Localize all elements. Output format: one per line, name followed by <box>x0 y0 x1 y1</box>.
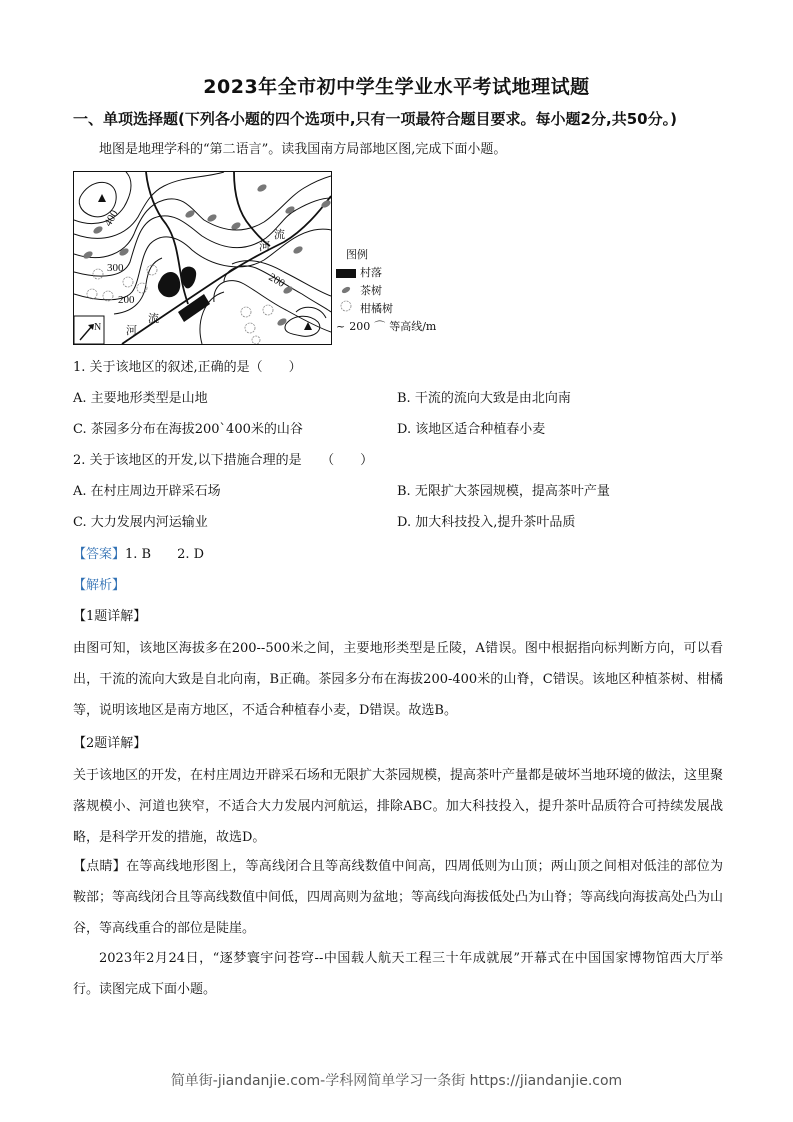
tea-tree-icon <box>336 282 356 300</box>
section-heading: 一、单项选择题(下列各小题的四个选项中,只有一项最符合题目要求。每小题2分,共50分。) <box>73 110 677 128</box>
svg-text:200: 200 <box>266 271 287 290</box>
legend-item-orange: 柑橘树 <box>336 300 436 318</box>
legend-item-village: 村落 <box>336 264 436 282</box>
svg-text:300: 300 <box>107 262 124 274</box>
question-1-option-c[interactable]: C. 茶园多分布在海拔200`400米的山谷 <box>73 422 303 437</box>
question-1-stem: 1. 关于该地区的叙述,正确的是（ ） <box>73 360 302 375</box>
legend-item-tea: 茶树 <box>336 282 436 300</box>
svg-text:流: 流 <box>148 313 159 325</box>
svg-text:200: 200 <box>118 294 135 306</box>
question-2-option-d[interactable]: D. 加大科技投入,提升茶叶品质 <box>397 515 576 530</box>
question-1-option-d[interactable]: D. 该地区适合种植春小麦 <box>397 422 546 437</box>
village-icon <box>336 269 356 278</box>
contour-map-drawing <box>74 172 331 344</box>
answer-text: 1. B 2. D <box>125 547 205 562</box>
question-1-option-a[interactable]: A. 主要地形类型是山地 <box>73 391 208 406</box>
question-2-option-b[interactable]: B. 无限扩大茶园规模，提高茶叶产量 <box>397 484 610 499</box>
svg-text:400: 400 <box>102 208 121 229</box>
detail-1-heading: 【1题详解】 <box>73 609 147 624</box>
map-legend <box>336 246 436 336</box>
question-2-option-c[interactable]: C. 大力发展内河运输业 <box>73 515 208 530</box>
detail-2-heading: 【2题详解】 <box>73 736 147 751</box>
svg-text:河: 河 <box>259 241 270 253</box>
question-intro: 地图是地理学科的“第二语言”。读我国南方局部地区图,完成下面小题。 <box>99 142 507 157</box>
legend-title: 图例 <box>346 248 368 261</box>
svg-text:流: 流 <box>274 229 285 241</box>
detail-1-text: 由图可知，该地区海拔多在200--500米之间，主要地形类型是丘陵，A错误。图中根据指向标判断方向，可以看出，干流的流向大致是自北向南，B正确。茶园多分布在海拔200-400米的山脊，C错误。该地区种植茶树、柑橘等，说明该地区是南方地区，不适合种植春小麦，D错误。故选B。 <box>73 641 723 718</box>
tip-tag: 【点睛】 <box>73 859 127 874</box>
page-title: 2023年全市初中学生学业水平考试地理试题 <box>203 76 590 98</box>
next-question-intro: 2023年2月24日，“逐梦寰宇问苍穹--中国载人航天工程三十年成就展”开幕式在中国国家博物馆西大厅举行。读图完成下面小题。 <box>73 951 723 997</box>
detail-2-text: 关于该地区的开发，在村庄周边开辟采石场和无限扩大茶园规模，提高茶叶产量都是破坏当地环境的做法，这里聚落规模小、河道也狭窄，不适合大力发展内河航运，排除ABC。加大科技投入，提升茶叶品质符合可持续发展战略，是科学开发的措施，故选D。 <box>73 768 724 845</box>
footer-watermark: 简单街-jiandanjie.com-学科网简单学习一条街 https://jiandanjie.com <box>170 1073 623 1089</box>
answer-line <box>73 546 204 564</box>
orange-tree-icon <box>336 300 356 318</box>
legend-item-contour: ~ 200 ⌒ 等高线/m <box>336 318 436 336</box>
tip-text: 在等高线地形图上，等高线闭合且等高线数值中间高，四周低则为山顶；两山顶之间相对低洼的部位为鞍部；等高线闭合且等高线数值中间低，四周高则为盆地；等高线向海拔低处凸为山脊；等高线向海拔高处凸为山谷，等高线重合的部位是陡崖。 <box>73 859 724 936</box>
question-2-stem: 2. 关于该地区的开发,以下措施合理的是 （ ） <box>73 453 374 468</box>
tip-paragraph <box>73 851 723 944</box>
svg-text:N: N <box>94 322 102 333</box>
answer-tag: 【答案】 <box>73 547 126 562</box>
analysis-tag: 【解析】 <box>73 578 126 593</box>
question-2-option-a[interactable]: A. 在村庄周边开辟采石场 <box>73 484 221 499</box>
question-1-option-b[interactable]: B. 干流的流向大致是由北向南 <box>397 391 571 406</box>
contour-line-icon: ~ <box>336 320 346 333</box>
svg-text:河: 河 <box>126 325 137 337</box>
contour-map <box>73 171 332 345</box>
